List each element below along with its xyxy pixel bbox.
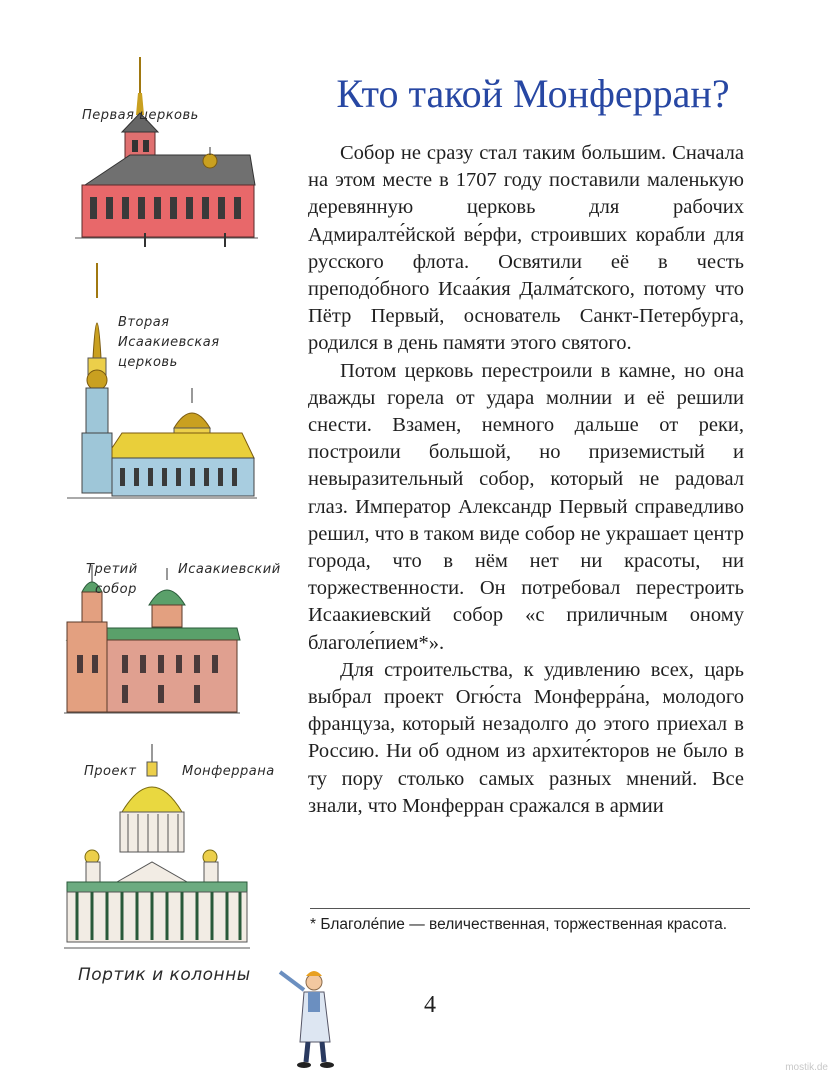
page-title: Кто такой Монферран? [336,71,730,116]
second-church-label-2: Исаакиевская [118,335,220,350]
third-church-illustration [62,560,242,730]
third-church-label-1b: Исаакиевский [178,562,281,577]
third-church-label-2: собор [95,582,137,597]
footnote: * Благоле́пие — величественная, торжественная красота. [310,916,728,933]
third-church-label-1a: Третий [86,562,138,577]
paragraph-2: Потом церковь перестроили в камне, но она дважды горела от удара молнии и её решили снести. Взамен, немного дальше от реки, построили большой, но приземистый и невыразительный собор, который не радовал глаз. Император Александр Первый справедливо решил, что в таком виде собор не украшает центр города, что в нём нет ни красоты, ни торжественности. Он потребовал перестроить Исаакиевский собор «с приличным оному благоле́пием*». [308,359,744,654]
portico-label: Портик и колонны [78,965,251,985]
first-church-label: Первая церковь [82,108,199,123]
footnote-divider [310,908,750,909]
project-label-b: Монферрана [182,764,275,779]
illustrations-column [0,0,300,1078]
second-church-illustration [62,258,262,508]
first-church-illustration [70,55,260,255]
second-church-label-3: церковь [118,355,178,370]
paragraph-1: Собор не сразу стал таким большим. Сначала на этом месте в 1707 году поставили маленькую деревянную церковь для рабочих Адмиралте́йской ве́рфи, строивших корабли для русского флота. Освятили её в честь преподо́бного Исаа́кия Далма́тского, потому что Пётр Первый, основатель Санкт-Петербурга, родился в день памяти этого святого. [308,142,744,355]
paragraph-3: Для строительства, к удивлению всех, царь выбрал проект Огю́ста Монферра́на, молодого француза, который незадолго до этого приехал в Россию. Ни об одном из архите́кторов не было в ту пору столько самых разных мнений. Все знали, что Монферран сражался в армии [308,658,744,817]
watermark: mostik.de [785,1062,828,1073]
project-label-a: Проект [84,764,137,779]
second-church-label-1: Вторая [118,315,170,330]
character-figure [272,962,352,1072]
page-number: 4 [424,992,436,1018]
body-text [308,140,744,820]
